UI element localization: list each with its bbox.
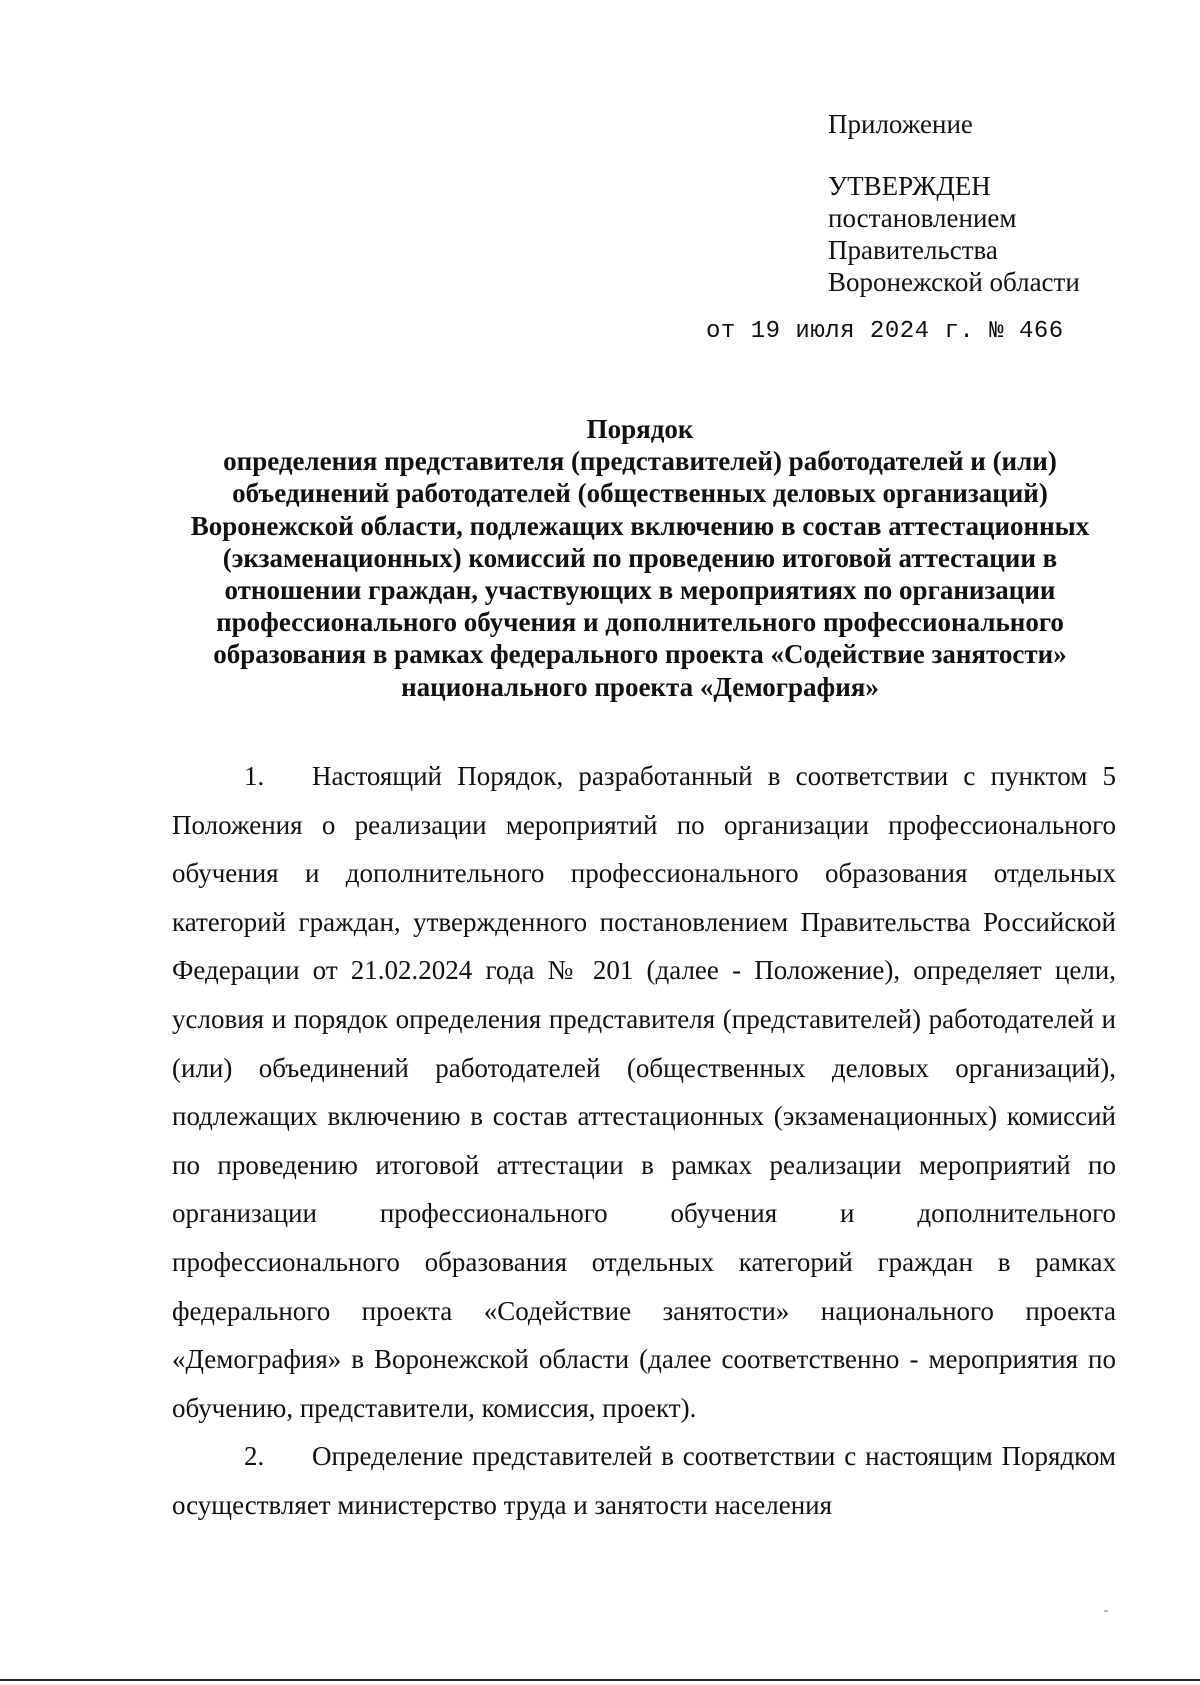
paragraph-text: Настоящий Порядок, разработанный в соответствии с пунктом 5 Положения о реализации мероприятий по организации профессионального обучения и дополнительного профессионального образования отдельных категорий граждан, утвержденного постановлением Правительства Российской Федерации от 21.02.2024 года № 201 (далее - Положение), определяет цели, условия и порядок определения представителя (представителей) работодателей и (или) объединений работодателей (общественных деловых организаций), подлежащих включению в состав аттестационных (экзаменационных) комиссий по проведению итоговой аттестации в рамках реализации мероприятий по организации профессионального обучения и дополнительного профессионального образования отдельных категорий граждан в рамках федерального проекта «Содействие занятости» национального проекта «Демография» в Воронежской области (далее соответственно - мероприятия по обучению, представители, комиссия, проект). [172, 761, 1116, 1423]
appendix-label: Приложение [828, 109, 973, 139]
title-line: определения представителя (представителей) работодателей и (или) [223, 446, 1057, 477]
paragraph-1 [172, 752, 1116, 1432]
title-line: объединений работодателей (общественных деловых организаций) [232, 478, 1048, 509]
approval-block [828, 108, 1080, 298]
paragraph-number: 1. [244, 761, 265, 791]
title-line: отношении граждан, участвующих в мероприятиях по организации [224, 575, 1056, 606]
title-line: образования в рамках федерального проекта «Содействие занятости» [213, 639, 1067, 670]
page-bottom-edge [0, 1679, 1200, 1681]
title-line: (экзаменационных) комиссий по проведению итоговой аттестации в [222, 542, 1058, 573]
region-label: Воронежской области [828, 267, 1080, 297]
scan-artifact [1104, 1610, 1108, 1612]
document-body [172, 752, 1116, 1530]
government-label: Правительства [828, 235, 998, 265]
document-title [160, 413, 1120, 703]
resolution-date-number: от 19 июля 2024 г. № 466 [706, 318, 1064, 345]
title-line: Воронежской области, подлежащих включению в состав аттестационных [190, 510, 1090, 541]
approved-label: УТВЕРЖДЕН [828, 171, 991, 201]
title-heading: Порядок [586, 414, 694, 444]
paragraph-2 [172, 1432, 1116, 1529]
paragraph-number: 2. [244, 1441, 265, 1472]
resolution-label: постановлением [828, 203, 1017, 233]
title-line: профессионального обучения и дополнительного профессионального [216, 607, 1064, 638]
paragraph-text: Определение представителей в соответствии с настоящим Порядком осуществляет министерство труда и занятости населения [172, 1441, 1116, 1520]
title-line: национального проекта «Демография» [401, 671, 879, 702]
